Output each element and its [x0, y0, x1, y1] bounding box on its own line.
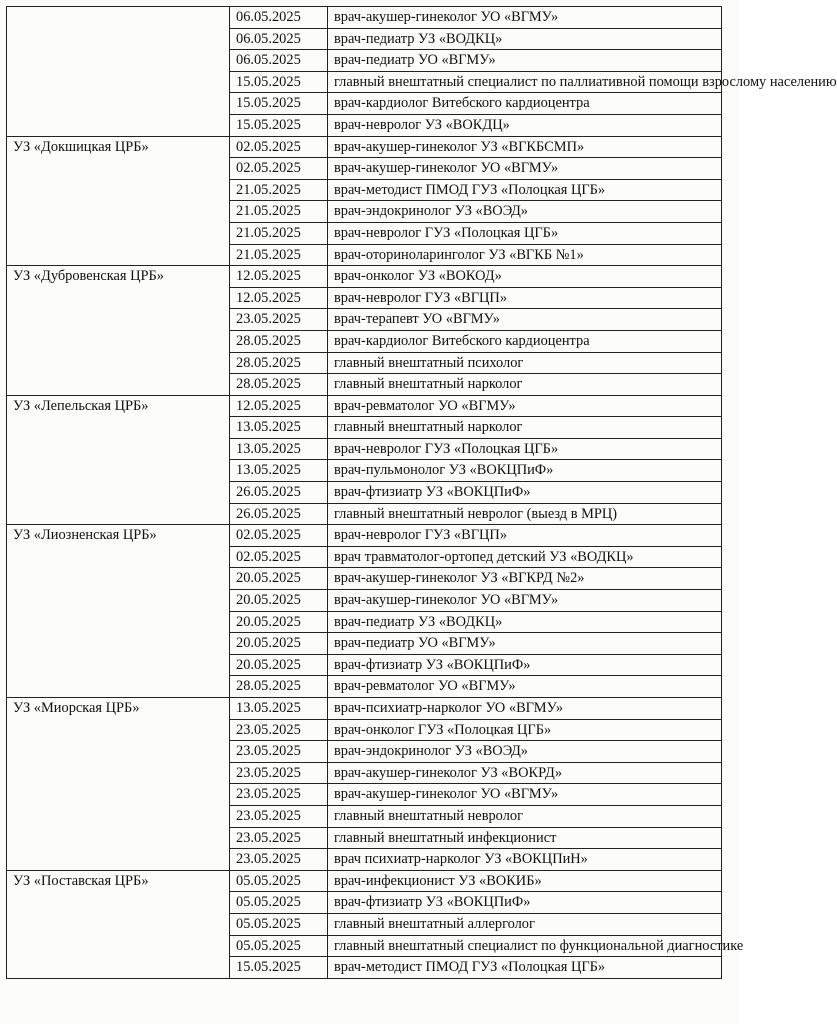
date-cell: 12.05.2025	[230, 266, 328, 288]
specialist-cell: врач-пульмонолог УЗ «ВОКЦПиФ»	[328, 460, 722, 482]
specialist-cell: врач-кардиолог Витебского кардиоцентра	[328, 93, 722, 115]
organization-cell: УЗ «Лиозненская ЦРБ»	[7, 525, 230, 698]
specialist-cell: врач-онколог УЗ «ВОКОД»	[328, 266, 722, 288]
specialist-cell: врач-методист ПМОД ГУЗ «Полоцкая ЦГБ»	[328, 179, 722, 201]
schedule-table	[6, 6, 837, 979]
date-cell: 23.05.2025	[230, 849, 328, 871]
date-cell: 23.05.2025	[230, 805, 328, 827]
specialist-cell: врач-ревматолог УО «ВГМУ»	[328, 395, 722, 417]
specialist-cell: врач-педиатр УЗ «ВОДКЦ»	[328, 28, 722, 50]
organization-cell: УЗ «Докшицкая ЦРБ»	[7, 136, 230, 266]
date-cell: 13.05.2025	[230, 460, 328, 482]
specialist-cell: врач-ревматолог УО «ВГМУ»	[328, 676, 722, 698]
specialist-cell: врач-кардиолог Витебского кардиоцентра	[328, 330, 722, 352]
date-cell: 20.05.2025	[230, 590, 328, 612]
date-cell: 06.05.2025	[230, 50, 328, 72]
date-cell: 21.05.2025	[230, 222, 328, 244]
date-cell: 21.05.2025	[230, 179, 328, 201]
specialist-cell: врач-фтизиатр УЗ «ВОКЦПиФ»	[328, 892, 722, 914]
date-cell: 05.05.2025	[230, 935, 328, 957]
date-cell: 20.05.2025	[230, 611, 328, 633]
specialist-cell: врач-акушер-гинеколог УО «ВГМУ»	[328, 784, 722, 806]
date-cell: 15.05.2025	[230, 957, 328, 979]
specialist-cell: главный внештатный специалист по паллиативной помощи взрослому населению	[328, 71, 722, 93]
table-row	[7, 698, 722, 720]
date-cell: 26.05.2025	[230, 482, 328, 504]
table-row	[7, 136, 722, 158]
organization-cell: УЗ «Лепельская ЦРБ»	[7, 395, 230, 525]
specialist-cell: врач-невролог ГУЗ «Полоцкая ЦГБ»	[328, 438, 722, 460]
date-cell: 28.05.2025	[230, 330, 328, 352]
date-cell: 05.05.2025	[230, 913, 328, 935]
specialist-cell: врач-педиатр УО «ВГМУ»	[328, 50, 722, 72]
date-cell: 15.05.2025	[230, 114, 328, 136]
date-cell: 23.05.2025	[230, 741, 328, 763]
date-cell: 05.05.2025	[230, 892, 328, 914]
date-cell: 02.05.2025	[230, 136, 328, 158]
table-row	[7, 395, 722, 417]
specialist-cell: врач травматолог-ортопед детский УЗ «ВОДКЦ»	[328, 546, 722, 568]
specialist-cell: врач-акушер-гинеколог УО «ВГМУ»	[328, 7, 722, 29]
date-cell: 05.05.2025	[230, 870, 328, 892]
organization-cell: УЗ «Дубровенская ЦРБ»	[7, 266, 230, 396]
date-cell: 06.05.2025	[230, 28, 328, 50]
date-cell: 23.05.2025	[230, 827, 328, 849]
specialist-cell: врач-педиатр УО «ВГМУ»	[328, 633, 722, 655]
specialist-cell: врач-терапевт УО «ВГМУ»	[328, 309, 722, 331]
specialist-cell: врач-фтизиатр УЗ «ВОКЦПиФ»	[328, 482, 722, 504]
specialist-cell: главный внештатный нарколог	[328, 374, 722, 396]
specialist-cell: врач-инфекционист УЗ «ВОКИБ»	[328, 870, 722, 892]
date-cell: 15.05.2025	[230, 93, 328, 115]
specialist-cell: главный внештатный психолог	[328, 352, 722, 374]
date-cell: 13.05.2025	[230, 698, 328, 720]
specialist-cell: главный внештатный невролог	[328, 805, 722, 827]
date-cell: 20.05.2025	[230, 568, 328, 590]
specialist-cell: врач психиатр-нарколог УЗ «ВОКЦПиН»	[328, 849, 722, 871]
organization-cell	[7, 7, 230, 137]
date-cell: 12.05.2025	[230, 287, 328, 309]
specialist-cell: главный внештатный аллерголог	[328, 913, 722, 935]
specialist-cell: врач-эндокринолог УЗ «ВОЭД»	[328, 201, 722, 223]
date-cell: 02.05.2025	[230, 546, 328, 568]
date-cell: 23.05.2025	[230, 762, 328, 784]
specialist-cell: главный внештатный инфекционист	[328, 827, 722, 849]
specialist-cell: врач-акушер-гинеколог УО «ВГМУ»	[328, 590, 722, 612]
date-cell: 28.05.2025	[230, 352, 328, 374]
organization-cell: УЗ «Поставская ЦРБ»	[7, 870, 230, 978]
organization-cell: УЗ «Миорская ЦРБ»	[7, 698, 230, 871]
specialist-cell: главный внештатный невролог (выезд в МРЦ)	[328, 503, 722, 525]
date-cell: 13.05.2025	[230, 438, 328, 460]
specialist-cell: врач-онколог ГУЗ «Полоцкая ЦГБ»	[328, 719, 722, 741]
specialist-cell: врач-невролог ГУЗ «ВГЦП»	[328, 287, 722, 309]
specialist-cell: врач-психиатр-нарколог УО «ВГМУ»	[328, 698, 722, 720]
date-cell: 23.05.2025	[230, 784, 328, 806]
specialist-cell: врач-педиатр УЗ «ВОДКЦ»	[328, 611, 722, 633]
table-row	[7, 870, 722, 892]
specialist-cell: главный внештатный специалист по функциональной диагностике	[328, 935, 722, 957]
specialist-cell: врач-невролог ГУЗ «ВГЦП»	[328, 525, 722, 547]
date-cell: 13.05.2025	[230, 417, 328, 439]
specialist-cell: врач-невролог УЗ «ВОКДЦ»	[328, 114, 722, 136]
specialist-cell: врач-акушер-гинеколог УЗ «ВОКРД»	[328, 762, 722, 784]
specialist-cell: главный внештатный нарколог	[328, 417, 722, 439]
date-cell: 06.05.2025	[230, 7, 328, 29]
date-cell: 28.05.2025	[230, 676, 328, 698]
date-cell: 20.05.2025	[230, 654, 328, 676]
specialist-cell: врач-акушер-гинеколог УЗ «ВГКРД №2»	[328, 568, 722, 590]
date-cell: 02.05.2025	[230, 525, 328, 547]
date-cell: 12.05.2025	[230, 395, 328, 417]
specialist-cell: врач-невролог ГУЗ «Полоцкая ЦГБ»	[328, 222, 722, 244]
date-cell: 26.05.2025	[230, 503, 328, 525]
date-cell: 23.05.2025	[230, 309, 328, 331]
date-cell: 28.05.2025	[230, 374, 328, 396]
table-row	[7, 266, 722, 288]
specialist-cell: врач-фтизиатр УЗ «ВОКЦПиФ»	[328, 654, 722, 676]
specialist-cell: врач-акушер-гинеколог УЗ «ВГКБСМП»	[328, 136, 722, 158]
specialist-cell: врач-оториноларинголог УЗ «ВГКБ №1»	[328, 244, 722, 266]
table-row	[7, 7, 722, 29]
date-cell: 21.05.2025	[230, 201, 328, 223]
specialist-cell: врач-эндокринолог УЗ «ВОЭД»	[328, 741, 722, 763]
date-cell: 23.05.2025	[230, 719, 328, 741]
date-cell: 21.05.2025	[230, 244, 328, 266]
date-cell: 15.05.2025	[230, 71, 328, 93]
date-cell: 20.05.2025	[230, 633, 328, 655]
specialist-cell: врач-методист ПМОД ГУЗ «Полоцкая ЦГБ»	[328, 957, 722, 979]
table-row	[7, 525, 722, 547]
specialist-cell: врач-акушер-гинеколог УО «ВГМУ»	[328, 158, 722, 180]
schedule-table-body	[7, 7, 837, 979]
date-cell: 02.05.2025	[230, 158, 328, 180]
